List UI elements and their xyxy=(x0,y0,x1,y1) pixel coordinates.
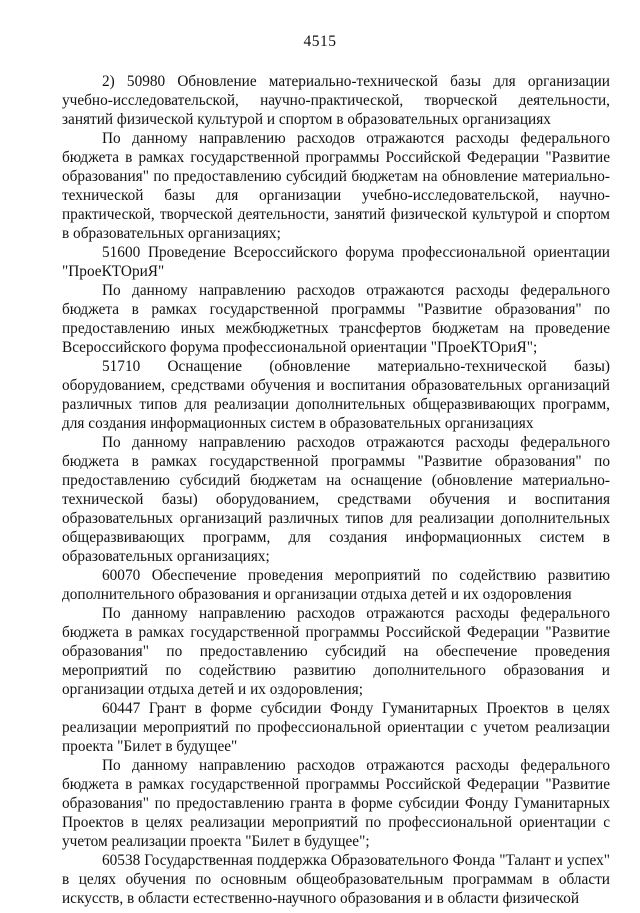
paragraph-60070-description: По данному направлению расходов отражаются расходы федерального бюджета в рамках государственной программы Российской Федерации "Развитие образования" по предоставлению субсидий на обеспечение проведения мероприятий по содействию развитию дополнительного образования и организации отдыха детей и их оздоровления; xyxy=(62,605,610,698)
paragraph-60070-heading: 60070 Обеспечение проведения мероприятий по содействию развитию дополнительного образования и организации отдыха детей и их оздоровления xyxy=(62,567,610,603)
paragraph-51600-heading: 51600 Проведение Всероссийского форума профессиональной ориентации "ПроеКТОриЯ" xyxy=(62,244,610,280)
document-body xyxy=(62,72,610,908)
paragraph-50980-heading: 2) 50980 Обновление материально-технической базы для организации учебно-исследовательской, научно-практической, творческой деятельности, занятий физической культурой и спортом в образовательных организациях xyxy=(62,73,610,128)
page-number: 4515 xyxy=(303,33,337,50)
paragraph-50980-description: По данному направлению расходов отражаются расходы федерального бюджета в рамках государственной программы Российской Федерации "Развитие образования" по предоставлению субсидий бюджетам на обновление материально-технической базы для организации учебно-исследовательской, научно-практической, творческой деятельности, занятий физической культурой и спортом в образовательных организациях; xyxy=(62,130,610,242)
paragraph-51600-description: По данному направлению расходов отражаются расходы федерального бюджета в рамках государственной программы "Развитие образования" по предоставлению иных межбюджетных трансфертов бюджетам на проведение Всероссийского форума профессиональной ориентации "ПроеКТОриЯ"; xyxy=(62,282,610,356)
paragraph-60538-heading: 60538 Государственная поддержка Образовательного Фонда "Талант и успех" в целях обучения по основным общеобразовательным программам в области искусств, в области естественно-научного образования и в области физической xyxy=(62,852,610,907)
paragraph-51710-description: По данному направлению расходов отражаются расходы федерального бюджета в рамках государственной программы "Развитие образования" по предоставлению субсидий бюджетам на оснащение (обновление материально-технической базы) оборудованием, средствами обучения и воспитания образовательных организаций различных типов для реализации дополнительных общеразвивающих программ, для создания информационных систем в образовательных организациях; xyxy=(62,434,610,565)
paragraph-60447-heading: 60447 Грант в форме субсидии Фонду Гуманитарных Проектов в целях реализации мероприятий по профессиональной ориентации с учетом реализации проекта "Билет в будущее" xyxy=(62,700,610,755)
paragraph-51710-heading: 51710 Оснащение (обновление материально-технической базы) оборудованием, средствами обучения и воспитания образовательных организаций различных типов для реализации дополнительных общеразвивающих программ, для создания информационных систем в образовательных организациях xyxy=(62,358,610,432)
paragraph-60447-description: По данному направлению расходов отражаются расходы федерального бюджета в рамках государственной программы Российской Федерации "Развитие образования" по предоставлению гранта в форме субсидии Фонду Гуманитарных Проектов в целях реализации мероприятий по профессиональной ориентации с учетом реализации проекта "Билет в будущее"; xyxy=(62,757,610,850)
